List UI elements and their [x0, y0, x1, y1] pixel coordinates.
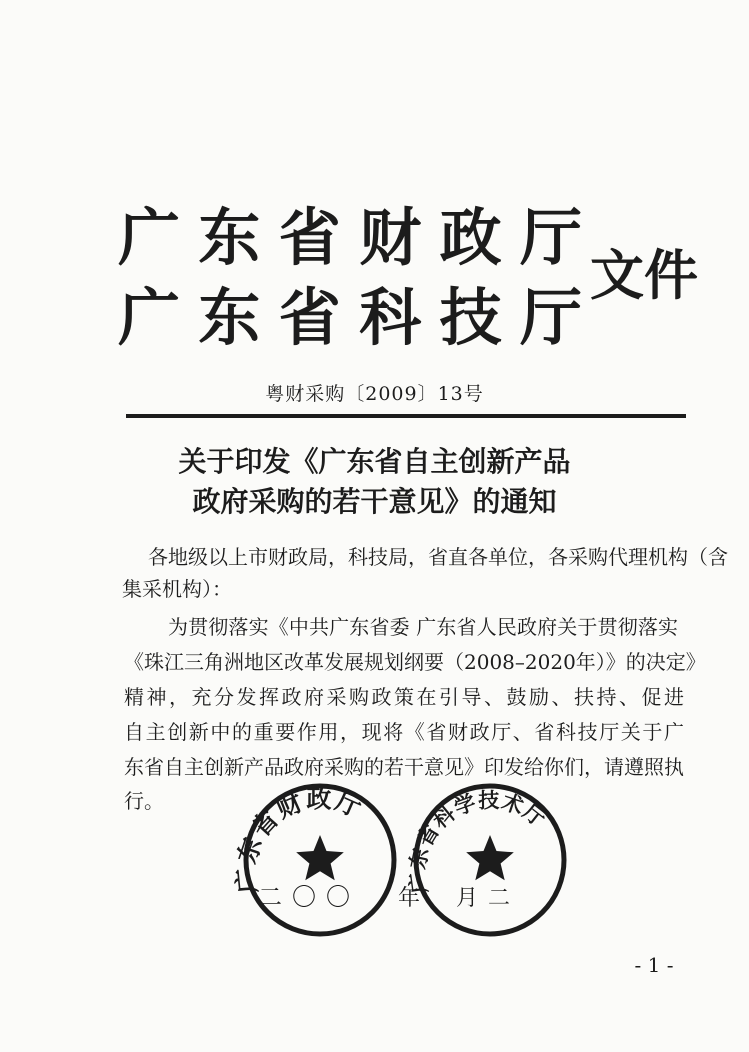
- page-number: - 1 -: [634, 953, 674, 977]
- finance-seal: [231, 784, 394, 934]
- document-suffix: 文件: [590, 243, 698, 307]
- recipients-line-2: 集采机构）：: [122, 577, 232, 601]
- date-year-suffix: 年: [398, 886, 421, 911]
- svg-text:广东省财政厅: [231, 784, 368, 894]
- body-line-1: 为贯彻落实《中共广东省委 广东省人民政府关于贯彻落实: [168, 615, 678, 639]
- body-line-6: 行。: [124, 789, 164, 813]
- body-line-2: 《珠江三角洲地区改革发展规划纲要（2008–2020年）》的决定》: [124, 650, 706, 674]
- issuer-line-science: 广东省科技厅: [118, 281, 598, 354]
- recipients-line-1: 各地级以上市财政局，科技局，省直各单位，各采购代理机构（含: [148, 545, 728, 569]
- notice-title-line-2: 政府采购的若干意见》的通知: [192, 485, 557, 518]
- body-line-4: 自主创新中的重要作用，现将《省财政厅、省科技厅关于广: [124, 720, 684, 744]
- body-line-3: 精神，充分发挥政府采购政策在引导、鼓励、扶持、促进: [124, 685, 684, 709]
- document-number: 粤财采购〔2009〕13号: [265, 383, 484, 405]
- science-seal: [404, 786, 564, 934]
- finance-seal-text: 广东省财政厅: [231, 784, 368, 895]
- star-icon: [296, 835, 344, 880]
- star-icon: [466, 835, 514, 880]
- notice-title-line-1: 关于印发《广东省自主创新产品: [178, 445, 571, 478]
- issuer-line-finance: 广东省财政厅: [118, 201, 598, 274]
- svg-text:广东省科学技术厅: [404, 787, 551, 895]
- date-year: 二〇〇: [258, 883, 360, 911]
- date-month-day: 月二: [456, 886, 521, 911]
- body-line-5: 东省自主创新产品政府采购的若干意见》印发给你们，请遵照执: [124, 755, 684, 779]
- science-seal-text: 广东省科学技术厅: [404, 787, 552, 895]
